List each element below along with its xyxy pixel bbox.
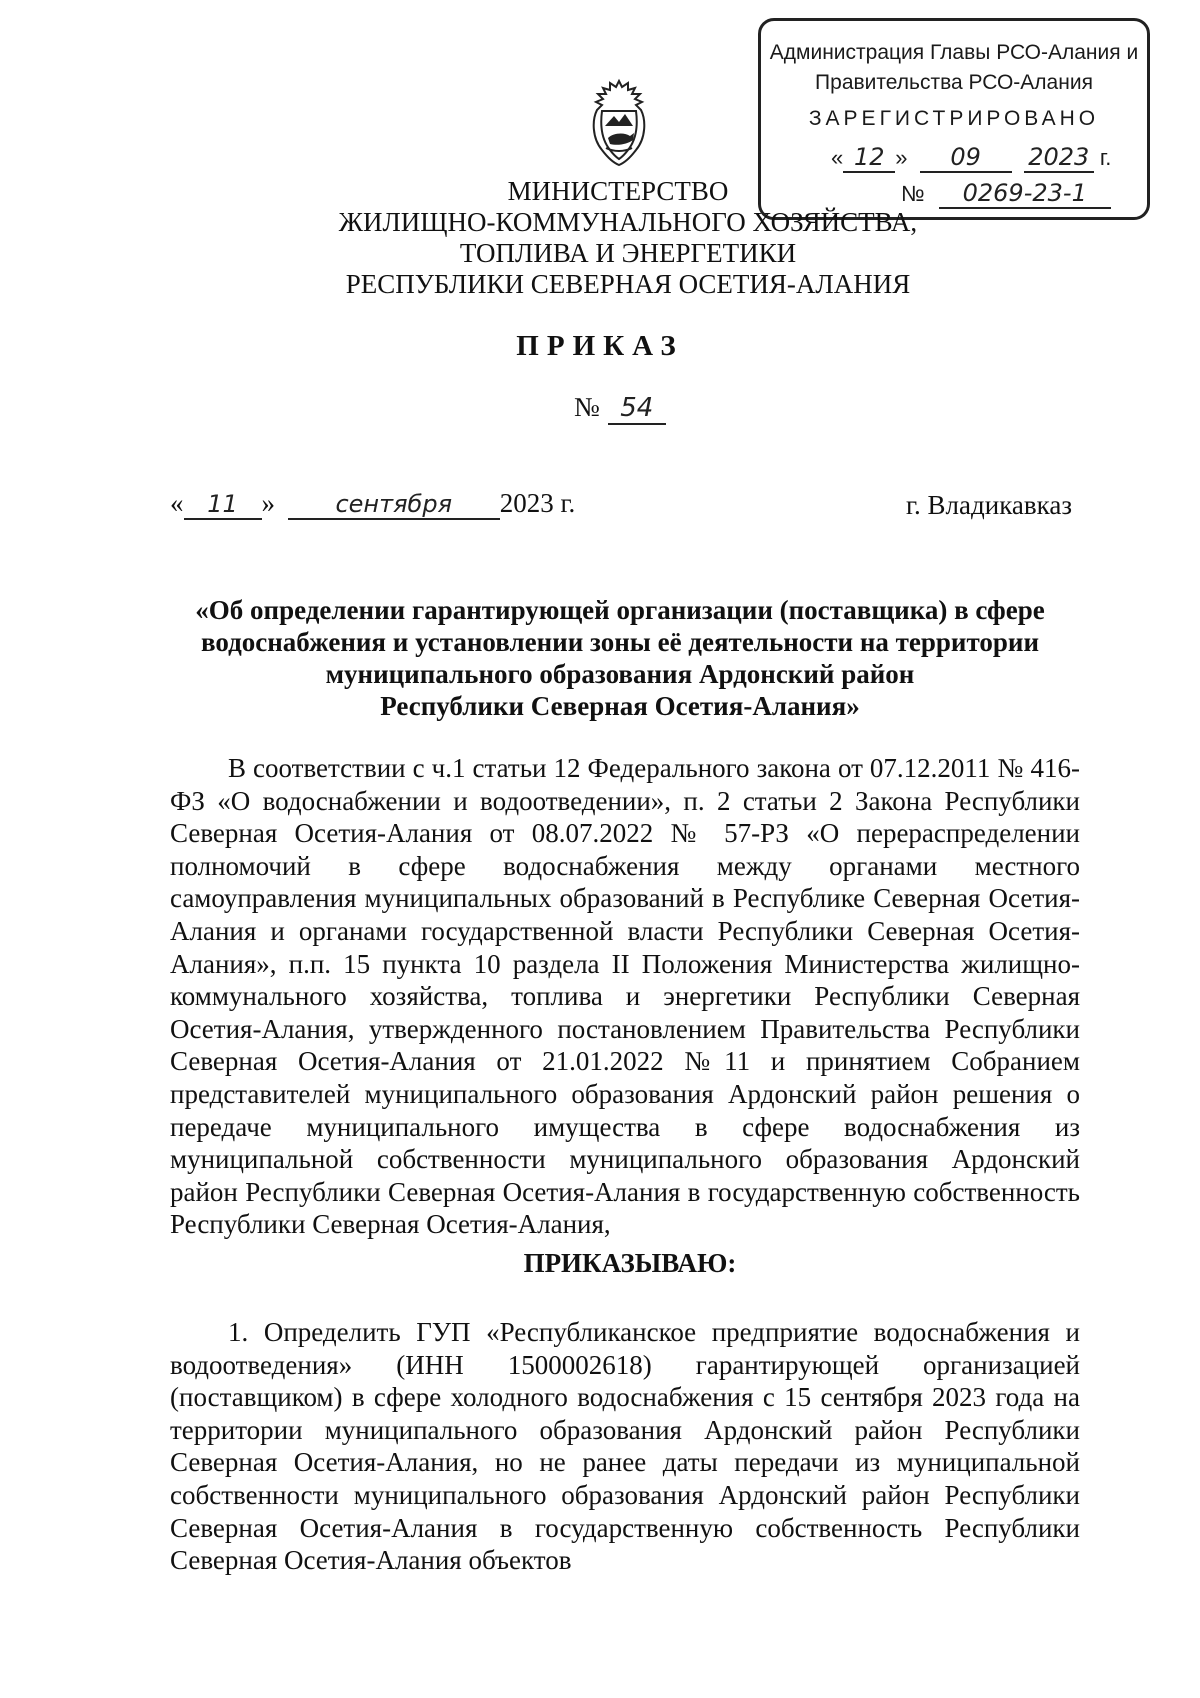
order-number-prefix: № [574,392,600,422]
order-subject [150,594,1090,722]
stamp-month: 09 [920,143,1012,173]
order-number-row [574,392,666,425]
subject-line4: Республики Северная Осетия-Алания» [380,691,860,721]
preamble-block [170,752,1080,1241]
date-open-quote: « [170,488,184,518]
document-title: ПРИКАЗ [516,330,684,362]
ministry-line2: ЖИЛИЩНО-КОММУНАЛЬНОГО ХОЗЯЙСТВА, [338,207,918,237]
item-block [170,1316,1080,1577]
order-day: 11 [184,490,262,520]
ministry-line1: МИНИСТЕРСТВО [507,176,729,206]
subject-line1: «Об определении гарантирующей организации (поставщика) в сфере [195,595,1045,625]
decree-heading: ПРИКАЗЫВАЮ: [523,1248,737,1278]
stamp-year: 2023 [1024,143,1094,173]
ministry-line3: ТОПЛИВА И ЭНЕРГЕТИКИ [459,238,797,268]
order-number: 54 [608,393,666,425]
ministry-line4: РЕСПУБЛИКИ СЕВЕРНАЯ ОСЕТИЯ-АЛАНИЯ [345,269,911,299]
stamp-line2: Правительства РСО-Алания [815,71,1093,94]
date-close-quote: » [261,488,275,518]
stamp-number-prefix: № [901,181,925,206]
coat-of-arms-icon [578,78,660,168]
order-date [170,488,575,520]
ministry-name [0,176,1200,300]
stamp-registered: ЗАРЕГИСТРИРОВАНО [808,107,1100,130]
preamble-paragraph: В соответствии с ч.1 статьи 12 Федерального закона от 07.12.2011 № 416-ФЗ «О водоснабжении и водоотведении», п. 2 статьи 2 Закона Республики Северная Осетия-Алания от 08.07.2022 № 57-РЗ «О перераспределении полномочий в сфере водоснабжения между органами местного самоуправления муниципальных образований в Республике Северная Осетия-Алания и органами государственной власти Республики Северная Осетия-Алания», п.п. 15 пункта 10 раздела II Положения Министерства жилищно-коммунального хозяйства, топлива и энергетики Республики Северная Осетия-Алания, утвержденного постановлением Правительства Республики Северная Осетия-Алания от 21.01.2022 №11 и принятием Собранием представителей муниципального образования Ардонский район решения о передаче муниципального имущества в сфере водоснабжения из муниципальной собственности муниципального образования Ардонский район Республики Северная Осетия-Алания в государственную собственность Республики Северная Осетия-Алания, [170,753,1080,1240]
item-1-paragraph: 1. Определить ГУП «Республиканское предприятие водоснабжения и водоотведения» (ИНН 1500002618) гарантирующей организацией (поставщиком) в сфере холодного водоснабжения с 15 сентября 2023 года на территории муниципального образования Ардонский район Республики Северная Осетия-Алания, но не ранее даты передачи из муниципальной собственности муниципального образования Ардонский район Республики Северная Осетия-Алания в государственную собственность Республики Северная Осетия-Алания объектов [170,1317,1080,1576]
stamp-line1: Администрация Главы РСО-Алания и [769,41,1139,64]
order-month: сентября [288,490,500,520]
subject-line3: муниципального образования Ардонский район [325,659,915,689]
stamp-number: 0269-23-1 [939,179,1111,209]
stamp-year-suffix: г. [1099,145,1112,170]
order-city: г. Владикавказ [906,490,1072,520]
stamp-day: 12 [843,143,895,173]
stamp-date: « 12 » 09 2023 г. [831,143,1112,171]
order-year: 2023 г. [499,488,576,518]
subject-line2: водоснабжения и установлении зоны её деятельности на территории [200,627,1040,657]
